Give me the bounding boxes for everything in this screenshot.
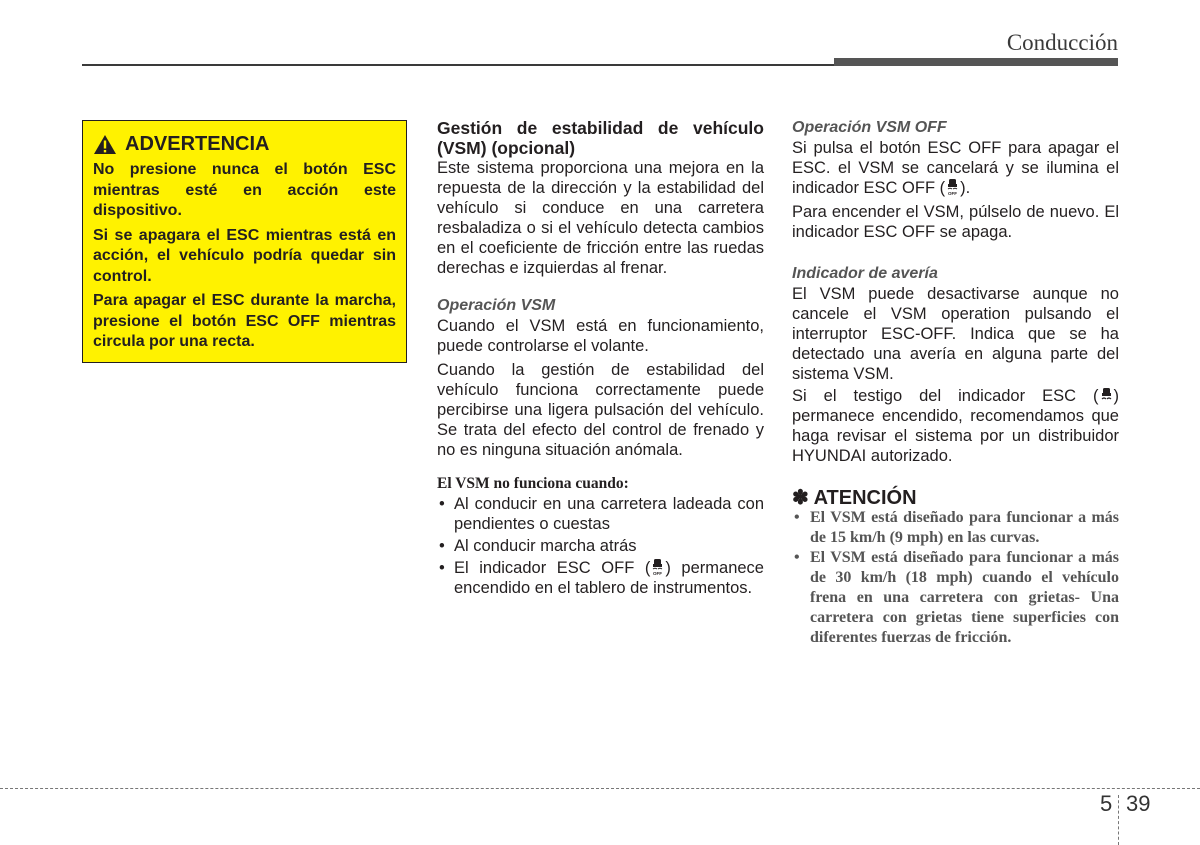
footer-divider [1118, 795, 1119, 845]
page-number: 39 [1126, 791, 1151, 816]
footer-rule [0, 788, 1200, 789]
warning-heading [93, 133, 396, 156]
operation-paragraph: Cuando la gestión de estabilidad del vehículo funciona correctamente puede percibirse una ligera pulsación del vehículo. Se trata del efecto del control de frenado y no es ninguna situación anómala. [437, 361, 764, 459]
chapter-number: 5 [1100, 791, 1113, 816]
vsm-off-paragraph: Si pulsa el botón ESC OFF para apagar el ESC. el VSM se cancelará y se ilumina el indicador ESC OFF ( OFF ). [792, 139, 1119, 197]
list-item: • El indicador ESC OFF ( OFF ) permanece encendido en el tablero de instrumentos. [437, 558, 764, 598]
warning-box [82, 120, 407, 363]
list-item: • Al conducir marcha atrás [437, 536, 764, 556]
list-item: • El VSM está diseñado para funcionar a más de 15 km/h (9 mph) en las curvas. [792, 508, 1119, 548]
list-item: • El VSM está diseñado para funcionar a más de 30 km/h (18 mph) cuando el vehículo frena en una carretera con grietas- Una carretera con grietas tiene superficies con diferentes fuerzas de fricción. [792, 548, 1119, 648]
subheading-fault: Indicador de avería [792, 265, 938, 282]
subheading-operation: Operación VSM [437, 297, 556, 314]
section-heading-vsm: Gestión de estabilidad de vehículo (VSM) (opcional) [437, 118, 764, 158]
list-item: • Al conducir en una carretera ladeada con pendientes o cuestas [437, 494, 764, 534]
warning-paragraph: Si se apagara el ESC mientras está en acción, el vehículo podría quedar sin control. [93, 226, 396, 285]
caution-heading: ✽ ATENCIÓN [792, 487, 917, 509]
warning-triangle-icon [93, 134, 117, 155]
warning-paragraph: Para apagar el ESC durante la marcha, presione el botón ESC OFF mientras circula por una recta. [93, 292, 396, 350]
esc-car-icon [1099, 386, 1114, 404]
vsm-intro: Este sistema proporciona una mejora en la repuesta de la dirección y la estabilidad del vehículo si conduce en una carretera resbaladiza o si el vehículo detecta cambios en el coeficiente de fricción entre las ruedas derechas e izquierdas al frenar. [437, 159, 764, 277]
not-work-list [437, 494, 764, 598]
esc-off-label: OFF [948, 191, 958, 196]
warning-paragraph: No presione nunca el botón ESC mientras esté en acción este dispositivo. [93, 161, 396, 219]
operation-paragraph: Cuando el VSM está en funcionamiento, puede controlarse el volante. [437, 317, 764, 355]
warning-title: ADVERTENCIA [125, 133, 270, 155]
subheading-vsm-off: Operación VSM OFF [792, 119, 947, 136]
esc-off-car-icon [945, 178, 960, 196]
vsm-off-paragraph: Para encender el VSM, púlselo de nuevo. El indicador ESC OFF se apaga. [792, 203, 1119, 241]
esc-off-car-icon [650, 558, 665, 576]
caution-list [792, 508, 1119, 648]
fault-paragraph: El VSM puede desactivarse aunque no cancele el VSM operation pulsando el interruptor ESC-OFF. Indica que se ha detectado una avería en alguna parte del sistema VSM. [792, 285, 1119, 383]
page-header-title: Conducción [1006, 30, 1118, 55]
header-rule-thick [834, 58, 1118, 66]
column-vsm-off [792, 118, 1119, 648]
column-vsm [437, 118, 764, 598]
not-work-heading: El VSM no funciona cuando: [437, 475, 629, 492]
esc-off-label: OFF [653, 571, 663, 576]
fault-paragraph: Si el testigo del indicador ESC ( ) permanece encendido, recomendamos que haga revisar el sistema por un distribuidor HYUNDAI autorizado. [792, 387, 1119, 465]
header-rule [82, 64, 834, 66]
